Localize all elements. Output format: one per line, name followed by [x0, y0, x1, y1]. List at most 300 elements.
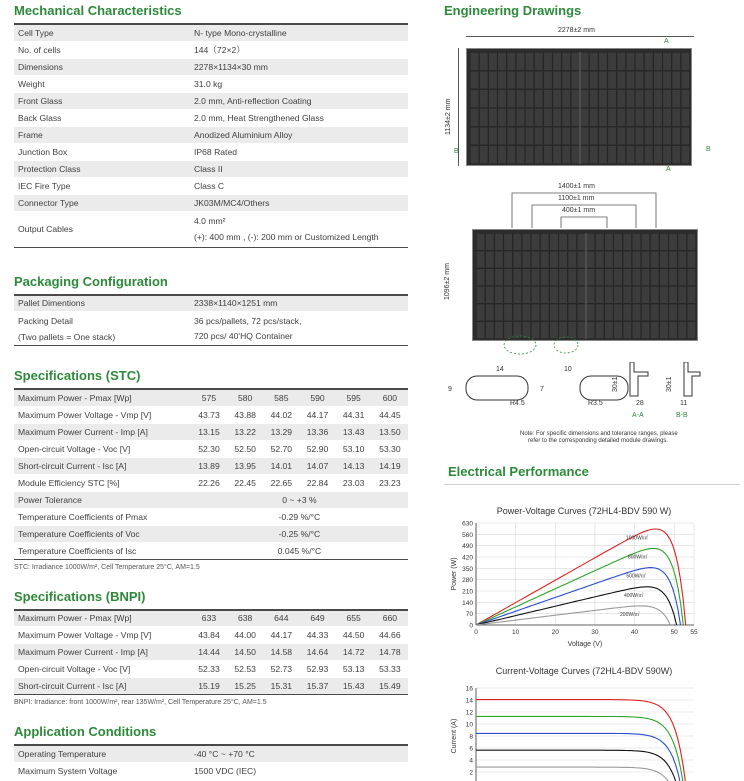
dim-10: 10	[564, 366, 572, 373]
row-value: 14.19	[372, 457, 408, 474]
row-value: 14.13	[336, 457, 372, 474]
right-column	[444, 0, 740, 777]
solar-cell	[535, 146, 543, 164]
solar-cell	[535, 127, 543, 145]
solar-cell	[681, 108, 689, 126]
y-tick-label: 4	[469, 757, 473, 765]
solar-cell	[550, 304, 558, 321]
stc-note: STC: Irradiance 1000W/m², Cell Temperature 25°C, AM=1.5	[14, 563, 200, 571]
solar-cell	[507, 90, 515, 108]
solar-cell	[608, 127, 616, 145]
row-value: 15.19	[191, 678, 227, 695]
solar-cell	[651, 251, 659, 268]
row-value: 585	[263, 389, 299, 406]
solar-cell	[681, 52, 689, 70]
solar-cell	[498, 52, 506, 70]
row-label	[14, 312, 190, 346]
row-value: 13.50	[372, 423, 408, 440]
row-label: Maximum Power - Pmax [Wp]	[14, 610, 191, 627]
row-value: 52.30	[191, 440, 227, 457]
row-label: Maximum Power Current - Imp [A]	[14, 423, 191, 440]
solar-cell	[476, 322, 484, 339]
solar-cell	[571, 108, 579, 126]
solar-cell	[507, 127, 515, 145]
row-label: Pallet Dimentions	[14, 295, 190, 312]
solar-cell	[599, 52, 607, 70]
solar-cell	[525, 52, 533, 70]
solar-cell	[660, 286, 668, 303]
row-value: 52.73	[263, 661, 299, 678]
table-row	[14, 627, 408, 644]
solar-cell	[498, 71, 506, 89]
solar-cell	[663, 146, 671, 164]
row-label: Temperature Coefficients of Voc	[14, 525, 191, 542]
series-label: 800W/㎡	[627, 554, 648, 561]
row-value: 15.37	[299, 678, 335, 695]
solar-cell	[590, 52, 598, 70]
bnpi-table	[14, 609, 408, 696]
solar-cell	[645, 71, 653, 89]
solar-cell	[489, 127, 497, 145]
solar-cell	[672, 127, 680, 145]
solar-cell	[577, 304, 585, 321]
solar-cell	[635, 127, 643, 145]
solar-cell	[681, 127, 689, 145]
row-label: Module Efficiency STC [%]	[14, 474, 191, 491]
solar-cell	[553, 146, 561, 164]
solar-cell	[498, 90, 506, 108]
row-value: 44.00	[227, 627, 263, 644]
solar-cell	[486, 286, 494, 303]
row-value: 53.10	[336, 440, 372, 457]
solar-cell	[641, 286, 649, 303]
table-row	[14, 126, 408, 143]
section-aa-label: A-A	[632, 412, 644, 419]
solar-cell	[614, 304, 622, 321]
dim-400: 400±1 mm	[562, 207, 596, 214]
solar-cell	[507, 52, 515, 70]
solar-cell	[495, 304, 503, 321]
solar-cell	[672, 108, 680, 126]
table-row	[14, 389, 408, 406]
table-row	[14, 143, 408, 160]
solar-cell	[605, 322, 613, 339]
solar-cell	[577, 269, 585, 286]
pv-chart-title: Power-Voltage Curves (72HL4-BDV 590 W)	[496, 506, 672, 516]
solar-cell	[486, 304, 494, 321]
divider	[444, 484, 740, 485]
y-tick-label: 350	[462, 565, 473, 573]
row-value: 638	[227, 610, 263, 627]
solar-cell	[559, 286, 567, 303]
solar-cell	[476, 304, 484, 321]
solar-cell	[562, 146, 570, 164]
row-value: -40 °C ~ +70 °C	[190, 745, 408, 762]
section-b-marker: B	[454, 148, 459, 155]
height-dimension-2: 1096±2 mm	[444, 263, 451, 300]
y-tick-label: 560	[462, 531, 473, 539]
solar-cell	[663, 90, 671, 108]
row-value: 14.58	[263, 644, 299, 661]
solar-cell	[577, 251, 585, 268]
row-label: Dimensions	[14, 58, 190, 75]
solar-cell	[476, 269, 484, 286]
row-value: 649	[299, 610, 335, 627]
solar-cell	[614, 233, 622, 250]
row-value: 52.90	[299, 440, 335, 457]
row-label: Power Tolerance	[14, 491, 191, 508]
solar-cell	[562, 52, 570, 70]
solar-cell	[568, 251, 576, 268]
solar-cell	[480, 90, 488, 108]
solar-cell	[522, 251, 530, 268]
solar-cell	[571, 52, 579, 70]
solar-cell	[580, 146, 588, 164]
row-value: 43.84	[191, 627, 227, 644]
dim-28: 28	[636, 400, 644, 407]
solar-cell	[586, 304, 594, 321]
height-dimension: 1134±2 mm	[445, 98, 452, 135]
solar-cell	[632, 251, 640, 268]
solar-cell	[476, 251, 484, 268]
current-voltage-chart	[444, 680, 740, 781]
value-line: (+): 400 mm , (-): 200 mm or Customized Length	[194, 232, 379, 242]
row-value: 23.23	[372, 474, 408, 491]
solar-cell	[614, 286, 622, 303]
row-value: 1500 VDC (IEC)	[190, 762, 408, 779]
row-value: 0 ~ +3 %	[191, 491, 408, 508]
row-value: 44.45	[372, 406, 408, 423]
table-row	[14, 312, 408, 346]
row-value: 22.84	[299, 474, 335, 491]
table-row	[14, 491, 408, 508]
row-value: 53.30	[372, 440, 408, 457]
solar-cell	[605, 269, 613, 286]
solar-cell	[568, 304, 576, 321]
series-label: 200W/㎡	[620, 611, 640, 618]
table-row	[14, 406, 408, 423]
solar-cell	[531, 251, 539, 268]
dim-7: 7	[540, 386, 544, 393]
solar-cell	[504, 251, 512, 268]
row-value: 44.50	[336, 627, 372, 644]
solar-cell	[614, 251, 622, 268]
solar-cell	[632, 269, 640, 286]
drawing-note-2: refer to the corresponding detailed module drawings.	[528, 438, 669, 444]
solar-cell	[495, 233, 503, 250]
row-value: 14.07	[299, 457, 335, 474]
solar-cell	[513, 251, 521, 268]
row-value: 44.33	[299, 627, 335, 644]
table-row	[14, 661, 408, 678]
row-value: 0.045 %/°C	[191, 542, 408, 559]
solar-cell	[571, 90, 579, 108]
row-value: 14.01	[263, 457, 299, 474]
solar-cell	[645, 127, 653, 145]
module-front-view	[466, 48, 692, 166]
row-value: 2.0 mm, Heat Strengthened Glass	[190, 109, 408, 126]
solar-cell	[654, 108, 662, 126]
row-value: 43.73	[191, 406, 227, 423]
solar-cell	[654, 52, 662, 70]
table-row	[14, 24, 408, 41]
solar-cell	[522, 233, 530, 250]
row-label: Output Cables	[14, 211, 190, 247]
solar-cell	[669, 233, 677, 250]
row-value: 660	[372, 610, 408, 627]
row-value: 13.15	[191, 423, 227, 440]
solar-cell	[580, 127, 588, 145]
solar-cell	[516, 71, 524, 89]
solar-cell	[498, 127, 506, 145]
bnpi-note: BNPI: Irradiance: front 1000W/m², rear 135W/m², Cell Temperature 25°C, AM=1.5	[14, 699, 267, 706]
solar-cell	[617, 146, 625, 164]
table-row	[14, 41, 408, 58]
row-value: 44.66	[372, 627, 408, 644]
packaging-title: Packaging Configuration	[14, 273, 168, 289]
row-value: -0.25 %/°C	[191, 525, 408, 542]
application-table	[14, 744, 408, 780]
solar-cell	[651, 269, 659, 286]
solar-cell	[672, 90, 680, 108]
solar-cell	[504, 269, 512, 286]
solar-cell	[599, 90, 607, 108]
solar-cell	[486, 251, 494, 268]
solar-cell	[553, 71, 561, 89]
row-value: Class C	[190, 177, 408, 194]
row-value: 15.49	[372, 678, 408, 695]
solar-cell	[522, 304, 530, 321]
label-line: (Two pallets = One stack)	[18, 331, 116, 342]
solar-cell	[645, 90, 653, 108]
row-value: 655	[336, 610, 372, 627]
solar-cell	[626, 90, 634, 108]
solar-cell	[559, 251, 567, 268]
solar-cell	[617, 90, 625, 108]
x-tick-label: 20	[551, 629, 559, 636]
solar-cell	[531, 233, 539, 250]
solar-cell	[559, 233, 567, 250]
solar-cell	[687, 322, 695, 339]
table-row	[14, 457, 408, 474]
solar-cell	[608, 108, 616, 126]
solar-cell	[541, 233, 549, 250]
solar-cell	[568, 286, 576, 303]
series-label: 600W/㎡	[626, 573, 646, 580]
solar-cell	[599, 127, 607, 145]
solar-cell	[687, 286, 695, 303]
row-value: IP68 Rated	[190, 143, 408, 160]
solar-cell	[596, 233, 604, 250]
cell-grid	[467, 49, 693, 167]
solar-cell	[651, 286, 659, 303]
solar-cell	[516, 146, 524, 164]
solar-cell	[672, 146, 680, 164]
solar-cell	[635, 108, 643, 126]
solar-cell	[678, 269, 686, 286]
solar-cell	[553, 108, 561, 126]
row-label: Maximum Power - Pmax [Wp]	[14, 389, 191, 406]
table-row	[14, 75, 408, 92]
solar-cell	[617, 108, 625, 126]
solar-cell	[507, 108, 515, 126]
solar-cell	[562, 90, 570, 108]
solar-cell	[486, 269, 494, 286]
dim-30-a: 30±1	[612, 376, 619, 392]
row-value: 15.43	[336, 678, 372, 695]
row-label: Maximum System Voltage	[14, 762, 190, 779]
mechanical-table	[14, 23, 408, 248]
row-value: 53.13	[336, 661, 372, 678]
solar-cell	[507, 146, 515, 164]
solar-cell	[608, 52, 616, 70]
solar-cell	[541, 251, 549, 268]
solar-cell	[608, 146, 616, 164]
series-label: 1000W/㎡	[625, 535, 649, 542]
solar-cell	[626, 52, 634, 70]
solar-cell	[596, 251, 604, 268]
solar-cell	[605, 233, 613, 250]
row-value: 2278×1134×30 mm	[190, 58, 408, 75]
row-value: N- type Mono-crystalline	[190, 24, 408, 41]
solar-cell	[623, 251, 631, 268]
y-tick-label: 10	[465, 721, 473, 729]
solar-cell	[535, 108, 543, 126]
solar-cell	[580, 90, 588, 108]
solar-cell	[470, 90, 478, 108]
solar-cell	[590, 71, 598, 89]
solar-cell	[681, 71, 689, 89]
solar-cell	[498, 146, 506, 164]
solar-cell	[645, 146, 653, 164]
solar-cell	[681, 146, 689, 164]
solar-cell	[577, 233, 585, 250]
solar-cell	[495, 286, 503, 303]
solar-cell	[522, 286, 530, 303]
solar-cell	[623, 269, 631, 286]
row-value: 22.45	[227, 474, 263, 491]
y-tick-label: 490	[462, 543, 473, 551]
row-value: 14.78	[372, 644, 408, 661]
row-label: No. of cells	[14, 41, 190, 58]
solar-cell	[596, 269, 604, 286]
solar-cell	[531, 304, 539, 321]
row-label: Open-circuit Voltage - Voc [V]	[14, 661, 191, 678]
solar-cell	[605, 286, 613, 303]
row-label: Back Glass	[14, 109, 190, 126]
solar-cell	[641, 269, 649, 286]
solar-cell	[577, 286, 585, 303]
solar-cell	[651, 304, 659, 321]
solar-cell	[531, 286, 539, 303]
y-tick-label: 0	[469, 622, 473, 630]
solar-cell	[525, 108, 533, 126]
solar-cell	[626, 108, 634, 126]
solar-cell	[669, 322, 677, 339]
solar-cell	[654, 146, 662, 164]
solar-cell	[669, 286, 677, 303]
dim-r35: R3.5	[588, 400, 603, 407]
solar-cell	[516, 90, 524, 108]
solar-cell	[495, 269, 503, 286]
solar-cell	[522, 269, 530, 286]
solar-cell	[623, 233, 631, 250]
solar-cell	[641, 251, 649, 268]
section-bb-label: B-B	[676, 412, 688, 419]
solar-cell	[632, 322, 640, 339]
solar-cell	[687, 233, 695, 250]
solar-cell	[504, 304, 512, 321]
solar-cell	[678, 304, 686, 321]
table-row	[14, 745, 408, 762]
x-tick-label: 50	[670, 629, 678, 636]
row-value: 633	[191, 610, 227, 627]
y-tick-label: 420	[462, 554, 473, 562]
solar-cell	[614, 322, 622, 339]
solar-cell	[480, 127, 488, 145]
power-voltage-chart	[444, 516, 740, 656]
row-value: 13.89	[191, 457, 227, 474]
solar-cell	[525, 90, 533, 108]
solar-cell	[535, 52, 543, 70]
solar-cell	[498, 108, 506, 126]
y-tick-label: 16	[465, 685, 473, 693]
row-value: 13.95	[227, 457, 263, 474]
row-value: 44.17	[263, 627, 299, 644]
row-value: 2.0 mm, Anti-reflection Coating	[190, 92, 408, 109]
solar-cell	[541, 304, 549, 321]
row-value: 595	[336, 389, 372, 406]
solar-cell	[513, 269, 521, 286]
solar-cell	[678, 286, 686, 303]
solar-cell	[559, 269, 567, 286]
row-value: 13.29	[263, 423, 299, 440]
row-value: 31.0 kg	[190, 75, 408, 92]
solar-cell	[632, 286, 640, 303]
series-line	[476, 767, 670, 781]
dim-1400: 1400±1 mm	[558, 183, 595, 190]
solar-cell	[641, 304, 649, 321]
row-value: 53.33	[372, 661, 408, 678]
solar-cell	[660, 269, 668, 286]
section-b-marker: B	[706, 146, 711, 153]
solar-cell	[586, 269, 594, 286]
solar-cell	[641, 233, 649, 250]
x-tick-label: 55	[690, 629, 698, 636]
y-tick-label: 12	[465, 709, 473, 717]
table-row	[14, 762, 408, 779]
solar-cell	[678, 233, 686, 250]
solar-cell	[645, 52, 653, 70]
y-axis-label: Power (W)	[451, 557, 458, 591]
table-row	[14, 474, 408, 491]
y-tick-label: 14	[465, 697, 473, 705]
row-value: 600	[372, 389, 408, 406]
solar-cell	[632, 233, 640, 250]
solar-cell	[568, 233, 576, 250]
solar-cell	[470, 108, 478, 126]
row-label: Maximum Power Voltage - Vmp [V]	[14, 406, 191, 423]
row-label: Connector Type	[14, 194, 190, 211]
electrical-title: Electrical Performance	[448, 464, 589, 479]
table-row	[14, 610, 408, 627]
solar-cell	[525, 71, 533, 89]
solar-cell	[678, 322, 686, 339]
solar-cell	[562, 127, 570, 145]
row-label: Short-circuit Current - Isc [A]	[14, 457, 191, 474]
stc-title: Specifications (STC)	[14, 368, 141, 383]
solar-cell	[635, 52, 643, 70]
